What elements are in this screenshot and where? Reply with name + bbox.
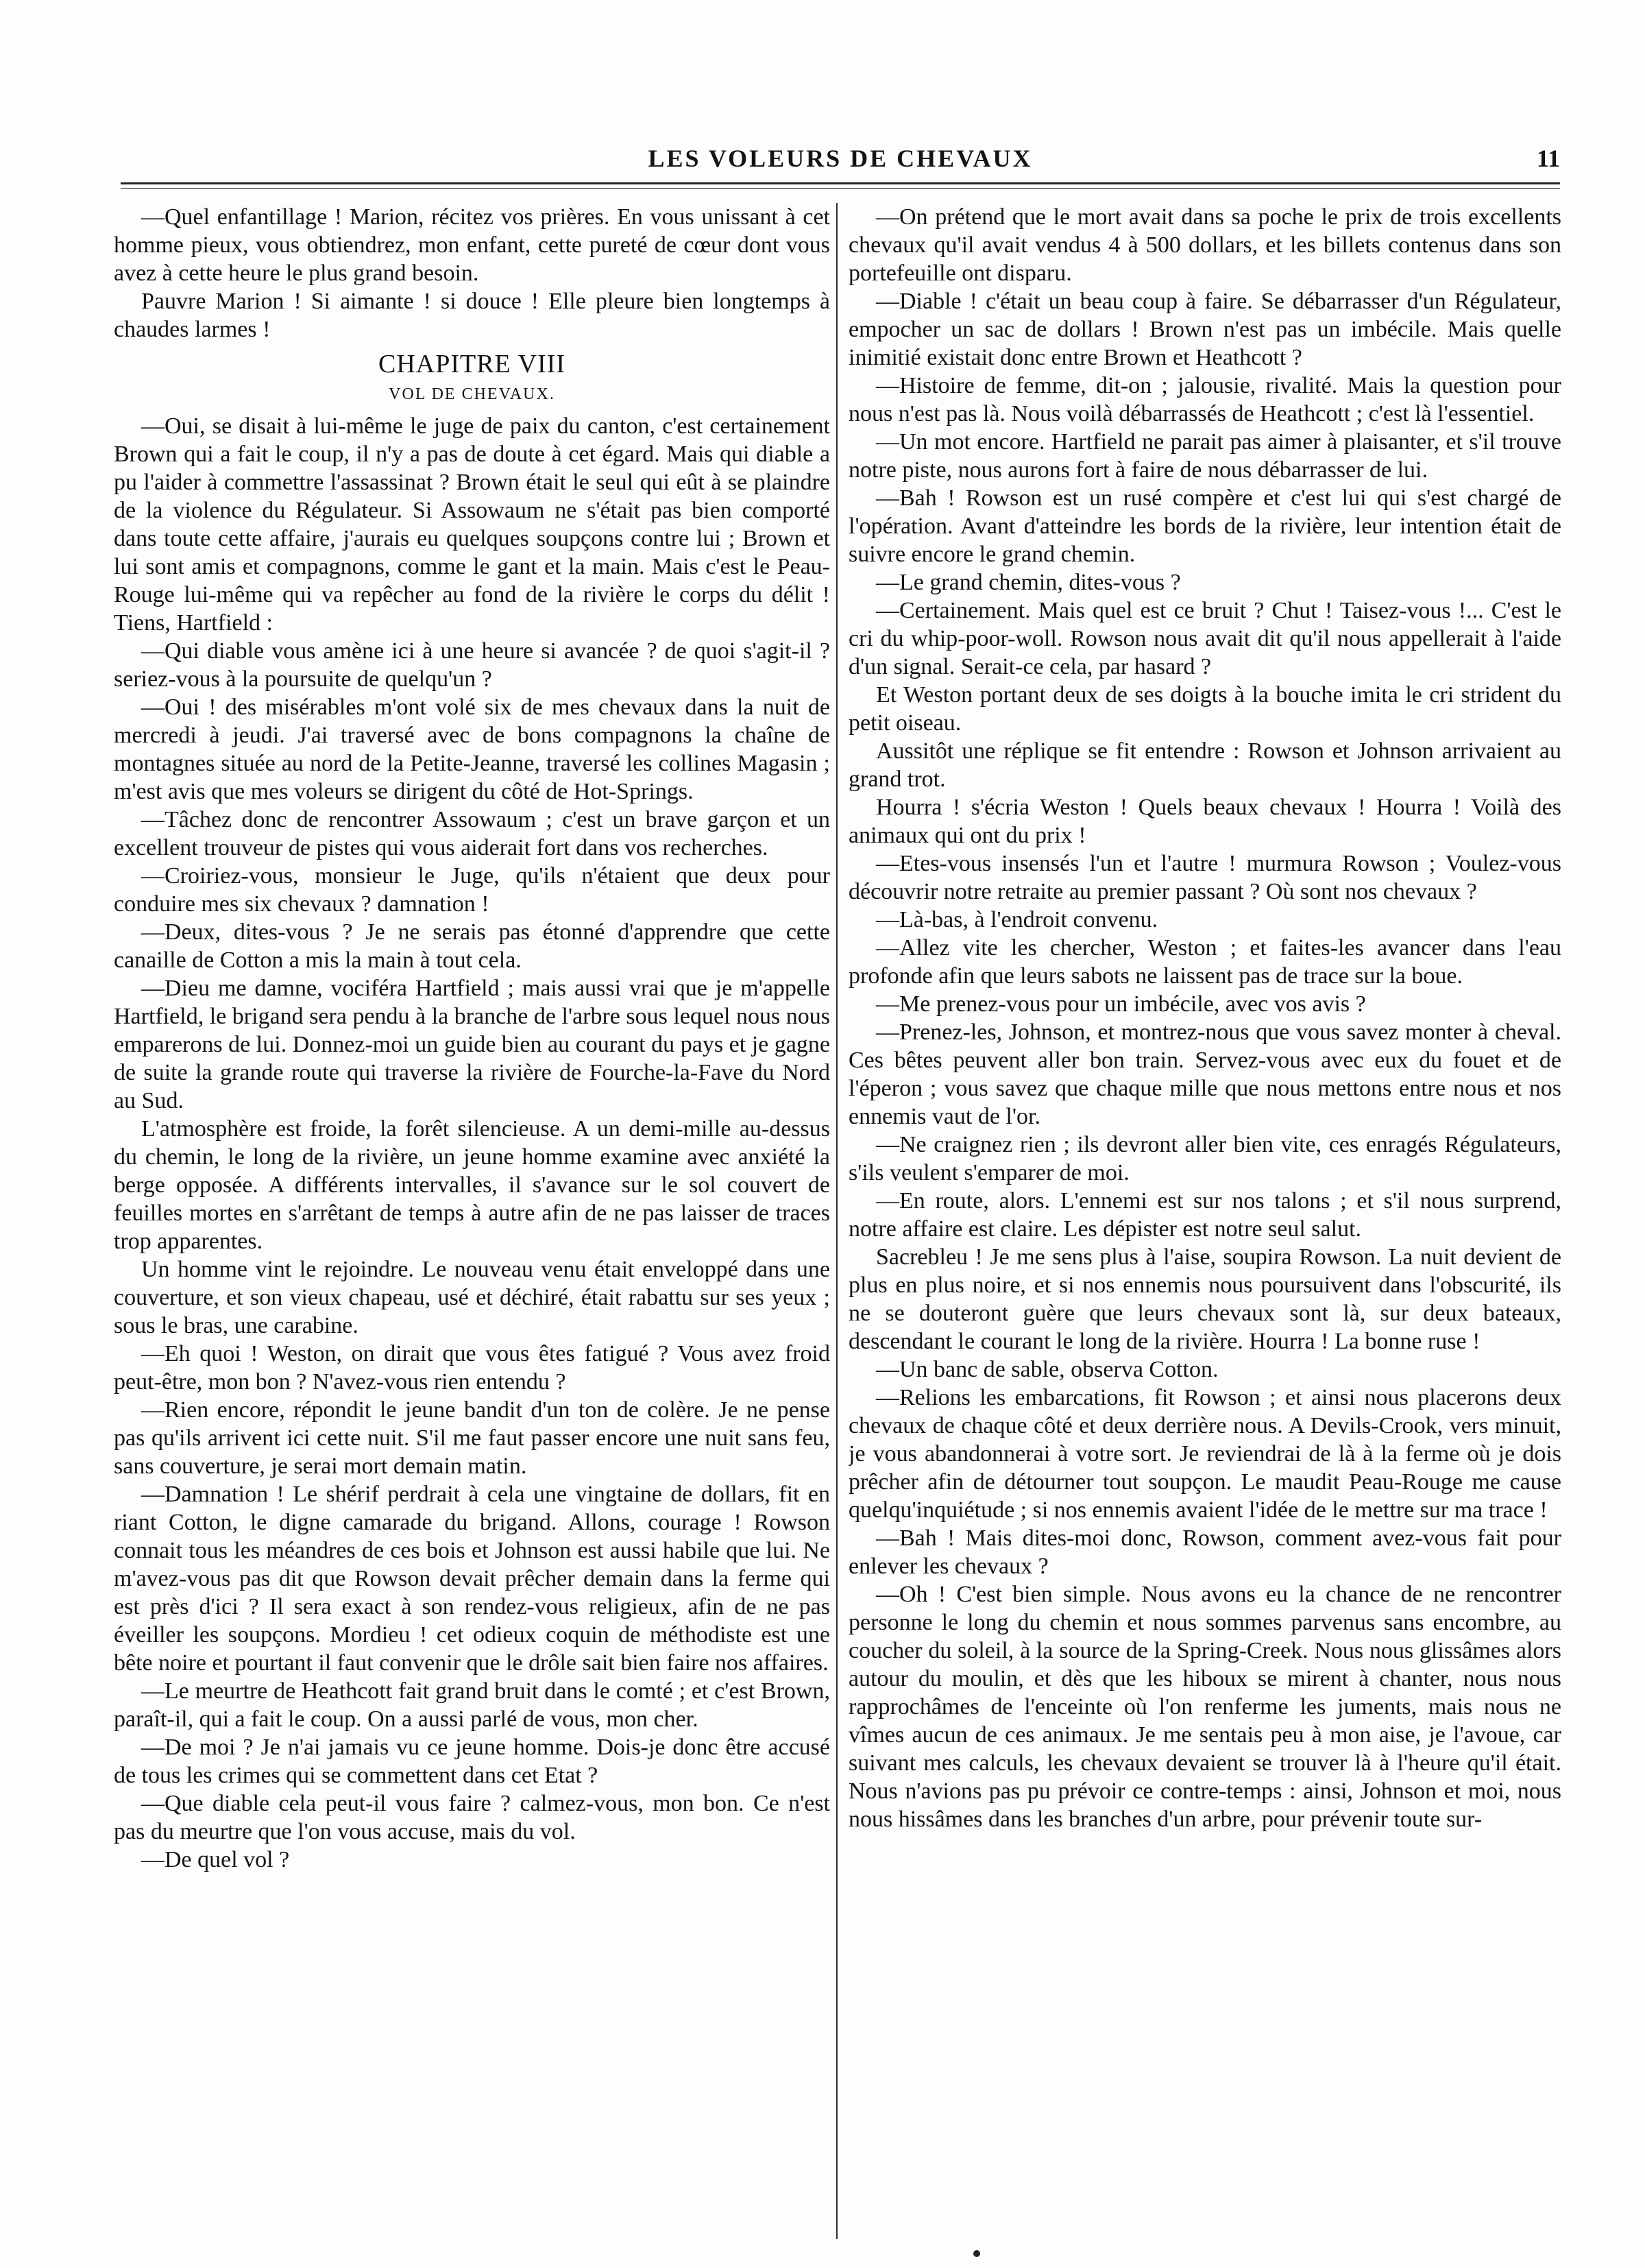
paragraph: —Allez vite les chercher, Weston ; et faites-les avancer dans l'eau profonde afin que leurs sabots ne laissent pas de trace sur la boue. <box>849 935 1561 989</box>
paragraph: —Me prenez-vous pour un imbécile, avec vos avis ? <box>876 991 1366 1017</box>
paragraph: —De moi ? Je n'ai jamais vu ce jeune homme. Dois-je donc être accusé de tous les crimes qui se commettent dans cet Etat ? <box>114 1735 830 1788</box>
paragraph: Aussitôt une réplique se fit entendre : Rowson et Johnson arrivaient au grand trot. <box>849 738 1561 792</box>
right-column <box>849 203 1561 2239</box>
running-title: LES VOLEURS DE CHEVAUX <box>648 145 1033 172</box>
paragraph: —Certainement. Mais quel est ce bruit ? Chut ! Taisez-vous !... C'est le cri du whip-poor-woll. Rowson nous avait dit qu'il nous appellerait à l'aide d'un signal. Serait-ce cela, par hasard ? <box>849 598 1561 679</box>
paragraph: —Un banc de sable, observa Cotton. <box>876 1357 1219 1382</box>
paragraph: —Tâchez donc de rencontrer Assowaum ; c'est un brave garçon et un excellent trouveur de pistes qui vous aiderait fort dans vos recherches. <box>114 807 830 860</box>
header-rule <box>121 182 1560 184</box>
paragraph: Et Weston portant deux de ses doigts à la bouche imita le cri strident du petit oiseau. <box>849 682 1561 736</box>
paragraph: —Le meurtre de Heathcott fait grand bruit dans le comté ; et c'est Brown, paraît-il, qui a fait le coup. On a aussi parlé de vous, mon cher. <box>114 1678 830 1732</box>
paragraph: —Oh ! C'est bien simple. Nous avons eu la chance de ne rencontrer personne le long du chemin et nous sommes parvenus sans encombre, au coucher du soleil, à la source de la Spring-Creek. Nous nous glissâmes alors autour du moulin, et dès que les hiboux se mirent à chanter, nous nous rapprochâmes de l'enceinte où l'on renferme les juments, mais nous ne vîmes aucun de ces animaux. Je me sentais peu à mon aise, je l'avoue, car suivant mes calculs, les chevaux devaient se trouver là à l'heure qu'il était. Nous n'avions pas pu prévoir ce contre-temps : ainsi, Johnson et moi, nous nous hissâmes dans les branches d'un arbre, pour prévenir toute sur- <box>849 1582 1561 1832</box>
paragraph: —Le grand chemin, dites-vous ? <box>876 570 1181 595</box>
paragraph: —Relions les embarcations, fit Rowson ; et ainsi nous placerons deux chevaux de chaque côté et deux derrière nous. A Devils-Crook, vers minuit, je vous abandonnerai à votre sort. Je reviendrai de là à la ferme où je dois prêcher afin de détourner tout soupçon. Le maudit Peau-Rouge me cause quelqu'inquiétude ; si nos ennemis avaient l'idée de le mettre sur ma trace ! <box>849 1385 1561 1523</box>
paragraph: —Un mot encore. Hartfield ne parait pas aimer à plaisanter, et s'il trouve notre piste, nous aurons fort à faire de nous débarrasser de lui. <box>849 429 1561 483</box>
paragraph: —De quel vol ? <box>141 1847 290 1872</box>
paragraph: Pauvre Marion ! Si aimante ! si douce ! Elle pleure bien longtemps à chaudes larmes ! <box>114 289 830 342</box>
paragraph: —Damnation ! Le shérif perdrait à cela une vingtaine de dollars, fit en riant Cotton, le digne camarade du brigand. Allons, courage ! Rowson connait tous les méandres de ces bois et Johnson est aussi habile que lui. Ne m'avez-vous pas dit que Rowson devait prêcher demain dans la ferme qui est près d'ici ? Il sera exact à son rendez-vous religieux, afin de ne pas éveiller les soupçons. Mordieu ! cet odieux coquin de méthodiste est une bête noire et pourtant il faut convenir que le drôle sait bien faire nos affaires. <box>114 1482 830 1676</box>
paragraph: —Dieu me damne, vociféra Hartfield ; mais aussi vrai que je m'appelle Hartfield, le brigand sera pendu à la branche de l'arbre sous lequel nous nous emparerons de lui. Donnez-moi un guide bien au courant du pays et je gagne de suite la grande route qui traverse la rivière de Fourche-la-Fave du Nord au Sud. <box>114 976 830 1113</box>
header-rule-thin <box>121 188 1560 189</box>
footer-mark <box>973 2250 980 2257</box>
paragraph: —En route, alors. L'ennemi est sur nos talons ; et s'il nous surprend, notre affaire est claire. Les dépister est notre seul salut. <box>849 1188 1561 1242</box>
paragraph: Sacrebleu ! Je me sens plus à l'aise, soupira Rowson. La nuit devient de plus en plus noire, et si nos ennemis nous poursuivent dans l'obscurité, ils ne se douteront guère que leurs chevaux sont là, sur deux bateaux, descendant le courant le long de la rivière. Hourra ! La bonne ruse ! <box>849 1244 1561 1354</box>
paragraph: —Rien encore, répondit le jeune bandit d'un ton de colère. Je ne pense pas qu'ils arrivent ici cette nuit. S'il me faut passer encore une nuit sans feu, sans couverture, je serai mort demain matin. <box>114 1397 830 1479</box>
paragraph: —Eh quoi ! Weston, on dirait que vous êtes fatigué ? Vous avez froid peut-être, mon bon ? N'avez-vous rien entendu ? <box>114 1341 830 1395</box>
paragraph: —Quel enfantillage ! Marion, récitez vos prières. En vous unissant à cet homme pieux, vous obtiendrez, mon enfant, cette pureté de cœur dont vous avez à cette heure le plus grand besoin. <box>114 204 830 286</box>
paragraph: —Bah ! Rowson est un rusé compère et c'est lui qui s'est chargé de l'opération. Avant d'atteindre les bords de la rivière, leur intention était de suivre encore le grand chemin. <box>849 485 1561 567</box>
paragraph: —Oui, se disait à lui-même le juge de paix du canton, c'est certainement Brown qui a fait le coup, il n'y a pas de doute à cet égard. Mais qui diable a pu l'aider à commettre l'assassinat ? Brown était le seul qui eût à se plaindre de la violence du Régulateur. Si Assowaum ne s'était pas bien comporté dans toute cette affaire, j'aurais eu quelques soupçons contre lui ; Brown et lui sont amis et compagnons, comme le gant et la main. Mais c'est le Peau-Rouge lui-même qui va repêcher au fond de la rivière le corps du délit ! Tiens, Hartfield : <box>114 413 830 636</box>
page-number: 11 <box>1536 145 1560 172</box>
paragraph: —Diable ! c'était un beau coup à faire. Se débarrasser d'un Régulateur, empocher un sac de dollars ! Brown n'est pas un imbécile. Mais quelle inimitié existait donc entre Brown et Heathcott ? <box>849 289 1561 370</box>
paragraph: Un homme vint le rejoindre. Le nouveau venu était enveloppé dans une couverture, et son vieux chapeau, usé et déchiré, était rabattu sur ses yeux ; sous le bras, une carabine. <box>114 1257 830 1338</box>
left-column <box>114 203 830 2239</box>
paragraph: —Qui diable vous amène ici à une heure si avancée ? de quoi s'agit-il ? seriez-vous à la poursuite de quelqu'un ? <box>114 638 830 692</box>
column-divider <box>836 203 838 2239</box>
paragraph: —Là-bas, à l'endroit convenu. <box>876 907 1158 932</box>
paragraph: —Que diable cela peut-il vous faire ? calmez-vous, mon bon. Ce n'est pas du meurtre que l'on vous accuse, mais du vol. <box>114 1791 830 1844</box>
paragraph: —Histoire de femme, dit-on ; jalousie, rivalité. Mais la question pour nous n'est pas là. Nous voilà débarrassés de Heathcott ; c'est là l'essentiel. <box>849 373 1561 426</box>
chapter-title: CHAPITRE VIII <box>378 350 565 378</box>
paragraph: —Bah ! Mais dites-moi donc, Rowson, comment avez-vous fait pour enlever les chevaux ? <box>849 1525 1561 1579</box>
chapter-subtitle: VOL DE CHEVAUX. <box>389 385 555 403</box>
paragraph: —Oui ! des misérables m'ont volé six de mes chevaux dans la nuit de mercredi à jeudi. J'ai traversé avec de bons compagnons la chaîne de montagnes située au nord de la Petite-Jeanne, traversé les collines Magasin ; m'est avis que mes voleurs se dirigent du côté de Hot-Springs. <box>114 695 830 804</box>
running-header <box>121 144 1560 177</box>
paragraph: —On prétend que le mort avait dans sa poche le prix de trois excellents chevaux qu'il avait vendus 4 à 500 dollars, et les billets contenus dans son portefeuille ont disparu. <box>849 204 1561 286</box>
paragraph: —Etes-vous insensés l'un et l'autre ! murmura Rowson ; Voulez-vous découvrir notre retraite au premier passant ? Où sont nos chevaux ? <box>849 851 1561 904</box>
paragraph: —Prenez-les, Johnson, et montrez-nous que vous savez monter à cheval. Ces bêtes peuvent aller bon train. Servez-vous avec eux du fouet et de l'éperon ; vous savez que chaque mille que nous mettons entre nous et nos ennemis vaut de l'or. <box>849 1020 1561 1129</box>
paragraph: Hourra ! s'écria Weston ! Quels beaux chevaux ! Hourra ! Voilà des animaux qui ont du prix ! <box>849 795 1561 848</box>
paragraph: —Croiriez-vous, monsieur le Juge, qu'ils n'étaient que deux pour conduire mes six chevaux ? damnation ! <box>114 863 830 917</box>
paragraph: —Ne craignez rien ; ils devront aller bien vite, ces enragés Régulateurs, s'ils veulent s'emparer de moi. <box>849 1132 1561 1185</box>
paragraph: L'atmosphère est froide, la forêt silencieuse. A un demi-mille au-dessus du chemin, le long de la rivière, un jeune homme examine avec anxiété la berge opposée. A différents intervalles, il s'avance sur le sol couvert de feuilles mortes en s'arrêtant de temps à autre afin de ne pas laisser de traces trop apparentes. <box>114 1116 830 1254</box>
paragraph: —Deux, dites-vous ? Je ne serais pas étonné d'apprendre que cette canaille de Cotton a mis la main à tout cela. <box>114 919 830 973</box>
